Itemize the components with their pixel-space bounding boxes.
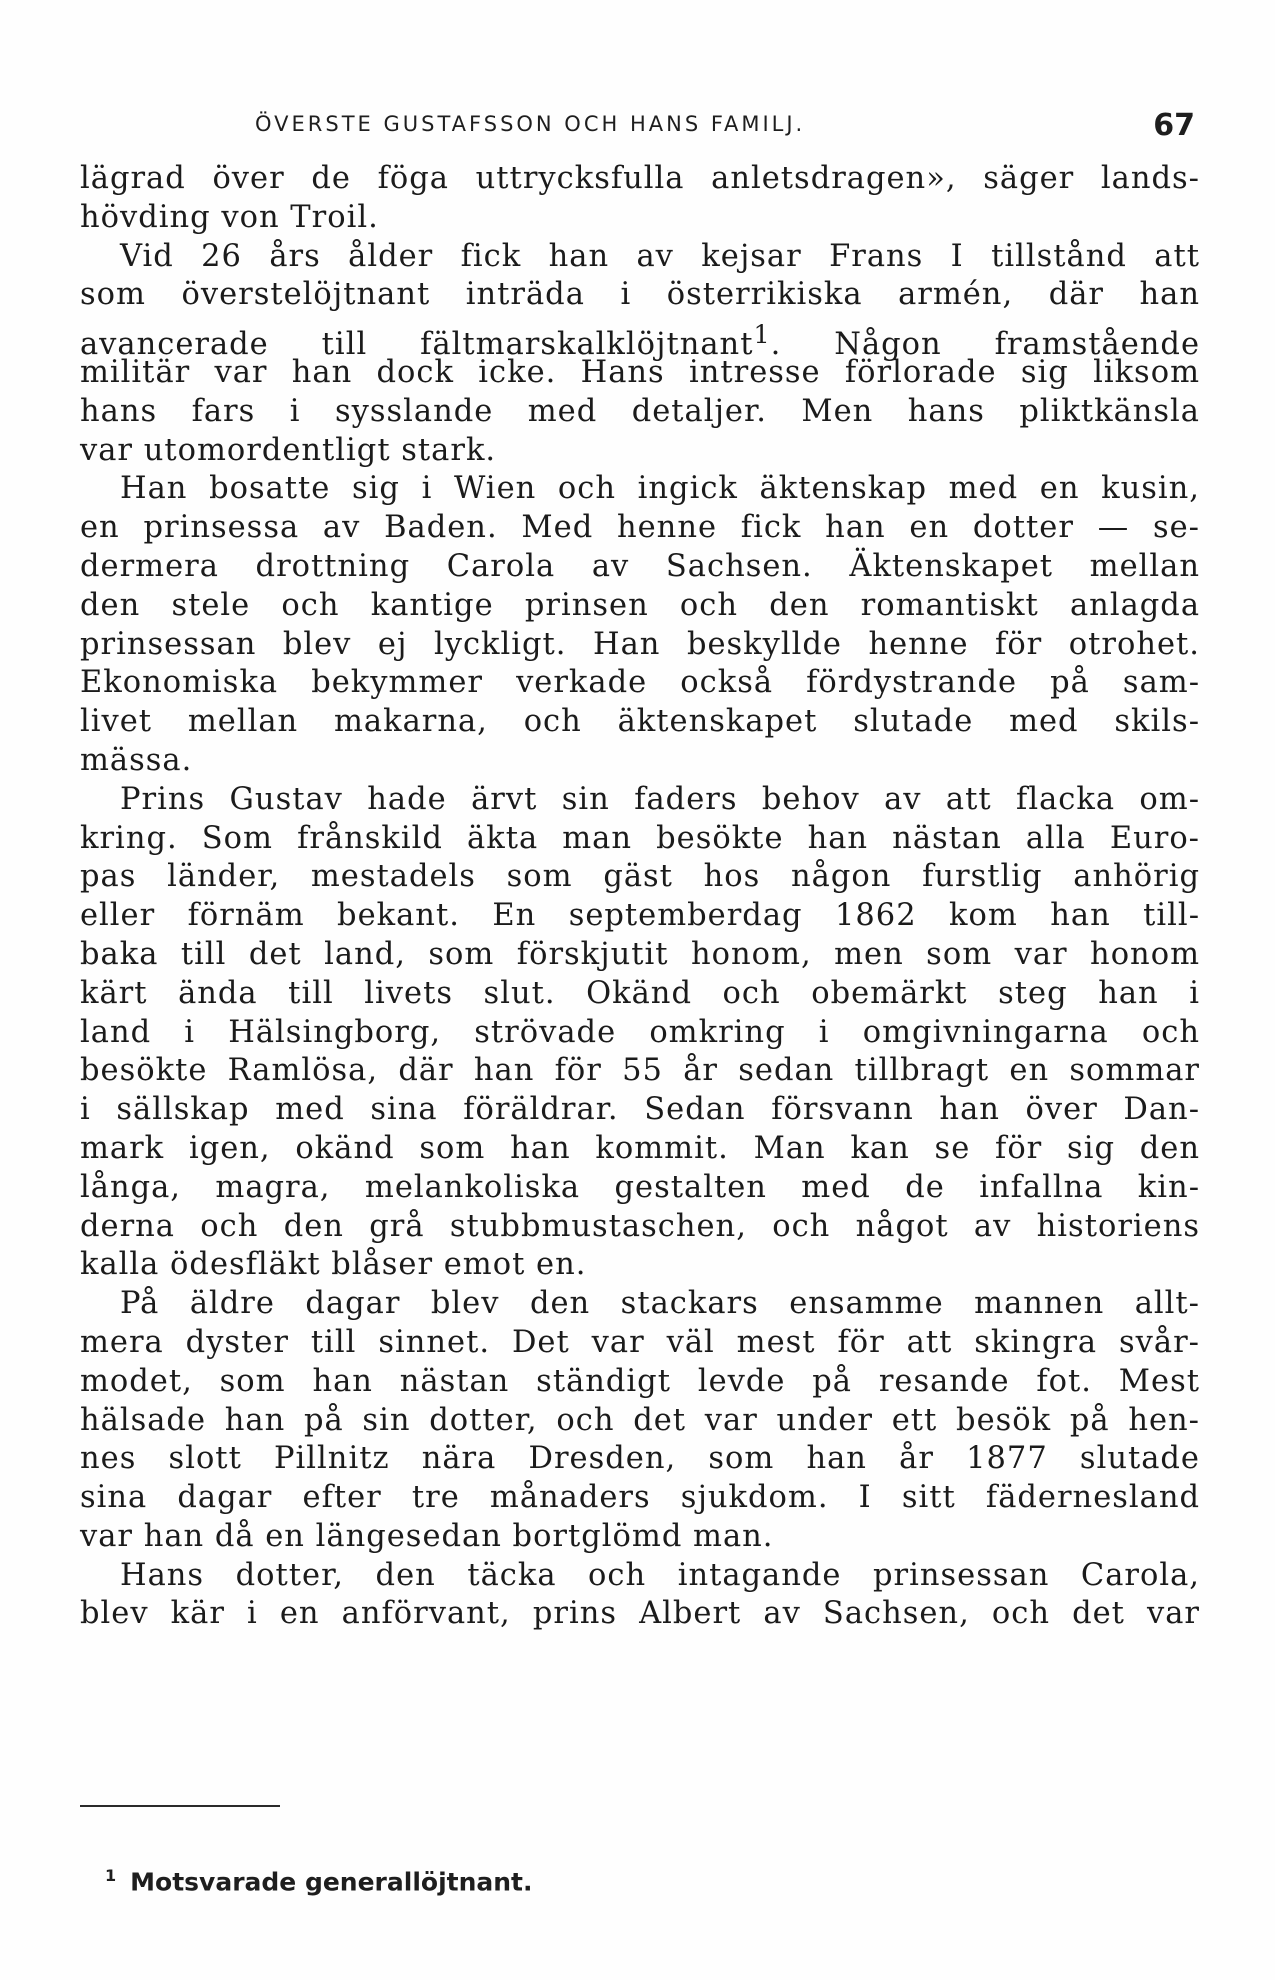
text-line <box>80 276 1200 315</box>
footnote-marker: 1 <box>105 1866 117 1885</box>
text-line <box>80 781 1200 820</box>
text-line-content: som överstelöjtnant inträda i österrikiska armén, där han <box>80 277 1200 313</box>
text-line-content: långa, magra, melankoliska gestalten med de infallna kin- <box>80 1169 1200 1205</box>
text-line-content: derna och den grå stubbmustaschen, och något av historiens <box>80 1208 1200 1244</box>
text-line <box>80 1557 1200 1596</box>
text-line-content: avancerade till fältmarskalklöjtnant <box>80 327 754 363</box>
text-line <box>80 1130 1200 1169</box>
text-line-content: lägrad över de föga uttrycksfulla anletsdragen», säger lands- <box>80 161 1200 196</box>
text-line <box>80 1324 1200 1363</box>
text-line-content: nes slott Pillnitz nära Dresden, som han år 1877 slutade <box>80 1441 1200 1477</box>
text-line <box>80 858 1200 897</box>
text-line <box>80 1246 1200 1285</box>
text-line <box>80 897 1200 936</box>
text-line-content: Prins Gustav hade ärvt sin faders behov av att flacka om- <box>120 781 1200 817</box>
text-line <box>80 393 1200 432</box>
text-line-content: mera dyster till sinnet. Det var väl mest för att skingra svår- <box>80 1324 1200 1360</box>
text-line-content: hans fars i sysslande med detaljer. Men hans pliktkänsla <box>80 393 1200 429</box>
text-line-content: kalla ödesfläkt blåser emot en. <box>80 1247 587 1283</box>
footnote <box>105 1866 533 1896</box>
text-line-content: dermera drottning Carola av Sachsen. Äktenskapet mellan <box>80 548 1200 584</box>
footnote-reference: 1 <box>753 319 771 350</box>
text-line-content: mark igen, okänd som han kommit. Man kan se för sig den <box>80 1130 1200 1166</box>
text-line <box>80 354 1200 393</box>
text-line-content: land i Hälsingborg, strövade omkring i omgivningarna och <box>80 1014 1200 1050</box>
running-head <box>255 108 1195 148</box>
text-line-content: var utomordentligt stark. <box>80 432 497 468</box>
text-line <box>80 1479 1200 1518</box>
text-line <box>80 1169 1200 1208</box>
text-line-content: mässa. <box>80 742 193 778</box>
text-line <box>80 936 1200 975</box>
text-line <box>80 509 1200 548</box>
text-line-content: hövding von Troil. <box>80 199 379 235</box>
text-line <box>80 160 1200 199</box>
text-line <box>80 820 1200 859</box>
text-line-content: en prinsessa av Baden. Med henne fick han en dotter — se- <box>80 510 1200 546</box>
text-line-content: Vid 26 års ålder fick han av kejsar Frans I tillstånd att <box>120 238 1200 274</box>
text-line <box>80 1285 1200 1324</box>
text-line-content: i sällskap med sina föräldrar. Sedan försvann han över Dan- <box>80 1092 1200 1128</box>
text-line <box>80 1363 1200 1402</box>
text-line-content: På äldre dagar blev den stackars ensamme mannen allt- <box>120 1286 1200 1322</box>
text-line <box>80 703 1200 742</box>
text-line <box>80 432 1200 471</box>
text-line-content: Han bosatte sig i Wien och ingick äktenskap med en kusin, <box>120 471 1200 507</box>
text-line-continuation: . Någon framstående <box>770 327 1200 363</box>
text-line <box>80 975 1200 1014</box>
text-line-content: besökte Ramlösa, där han för 55 år sedan tillbragt en sommar <box>80 1053 1200 1089</box>
text-line <box>80 1208 1200 1247</box>
text-line-content: baka till det land, som förskjutit honom, men som var honom <box>80 936 1200 972</box>
text-line <box>80 1052 1200 1091</box>
footnote-divider <box>80 1805 280 1807</box>
text-line-content: prinsessan blev ej lyckligt. Han beskyllde henne för otrohet. <box>80 626 1200 662</box>
text-line <box>80 742 1200 781</box>
text-line-content: sina dagar efter tre månaders sjukdom. I sitt fädernesland <box>80 1480 1200 1516</box>
page-number: 67 <box>1153 108 1195 143</box>
text-line <box>80 470 1200 509</box>
text-line <box>80 315 1200 363</box>
text-line <box>80 199 1200 238</box>
text-line-content: kärt ända till livets slut. Okänd och obemärkt steg han i <box>80 975 1200 1011</box>
text-line-content: Hans dotter, den täcka och intagande prinsessan Carola, <box>120 1557 1200 1593</box>
text-line-content: modet, som han nästan ständigt levde på resande fot. Mest <box>80 1363 1200 1399</box>
text-line <box>80 238 1200 277</box>
text-line <box>80 626 1200 665</box>
text-line-content: militär var han dock icke. Hans intresse förlorade sig liksom <box>80 354 1200 390</box>
text-line <box>80 1440 1200 1479</box>
text-line <box>80 1091 1200 1130</box>
text-line-content: Ekonomiska bekymmer verkade också fördystrande på sam- <box>80 665 1200 701</box>
footnote-text: Motsvarade generallöjtnant. <box>130 1867 533 1897</box>
text-line-content: var han då en längesedan bortglömd man. <box>80 1518 774 1554</box>
text-line <box>80 1595 1200 1634</box>
text-line-content: eller förnäm bekant. En septemberdag 1862 kom han till- <box>80 898 1200 934</box>
text-line <box>80 548 1200 587</box>
text-line <box>80 587 1200 626</box>
text-line <box>80 1014 1200 1053</box>
running-title: ÖVERSTE GUSTAFSSON OCH HANS FAMILJ. <box>255 112 806 136</box>
text-line-content: hälsade han på sin dotter, och det var under ett besök på hen- <box>80 1402 1200 1438</box>
text-line-content: pas länder, mestadels som gäst hos någon furstlig anhörig <box>80 859 1200 895</box>
text-line <box>80 1518 1200 1557</box>
text-line-content: livet mellan makarna, och äktenskapet slutade med skils- <box>80 704 1200 740</box>
body-text <box>80 160 1200 1634</box>
text-line-content: kring. Som frånskild äkta man besökte han nästan alla Euro- <box>80 820 1200 856</box>
text-line <box>80 664 1200 703</box>
text-line-content: den stele och kantige prinsen och den romantiskt anlagda <box>80 587 1200 623</box>
text-line <box>80 1402 1200 1441</box>
text-line-content: blev kär i en anförvant, prins Albert av Sachsen, och det var <box>80 1596 1200 1632</box>
